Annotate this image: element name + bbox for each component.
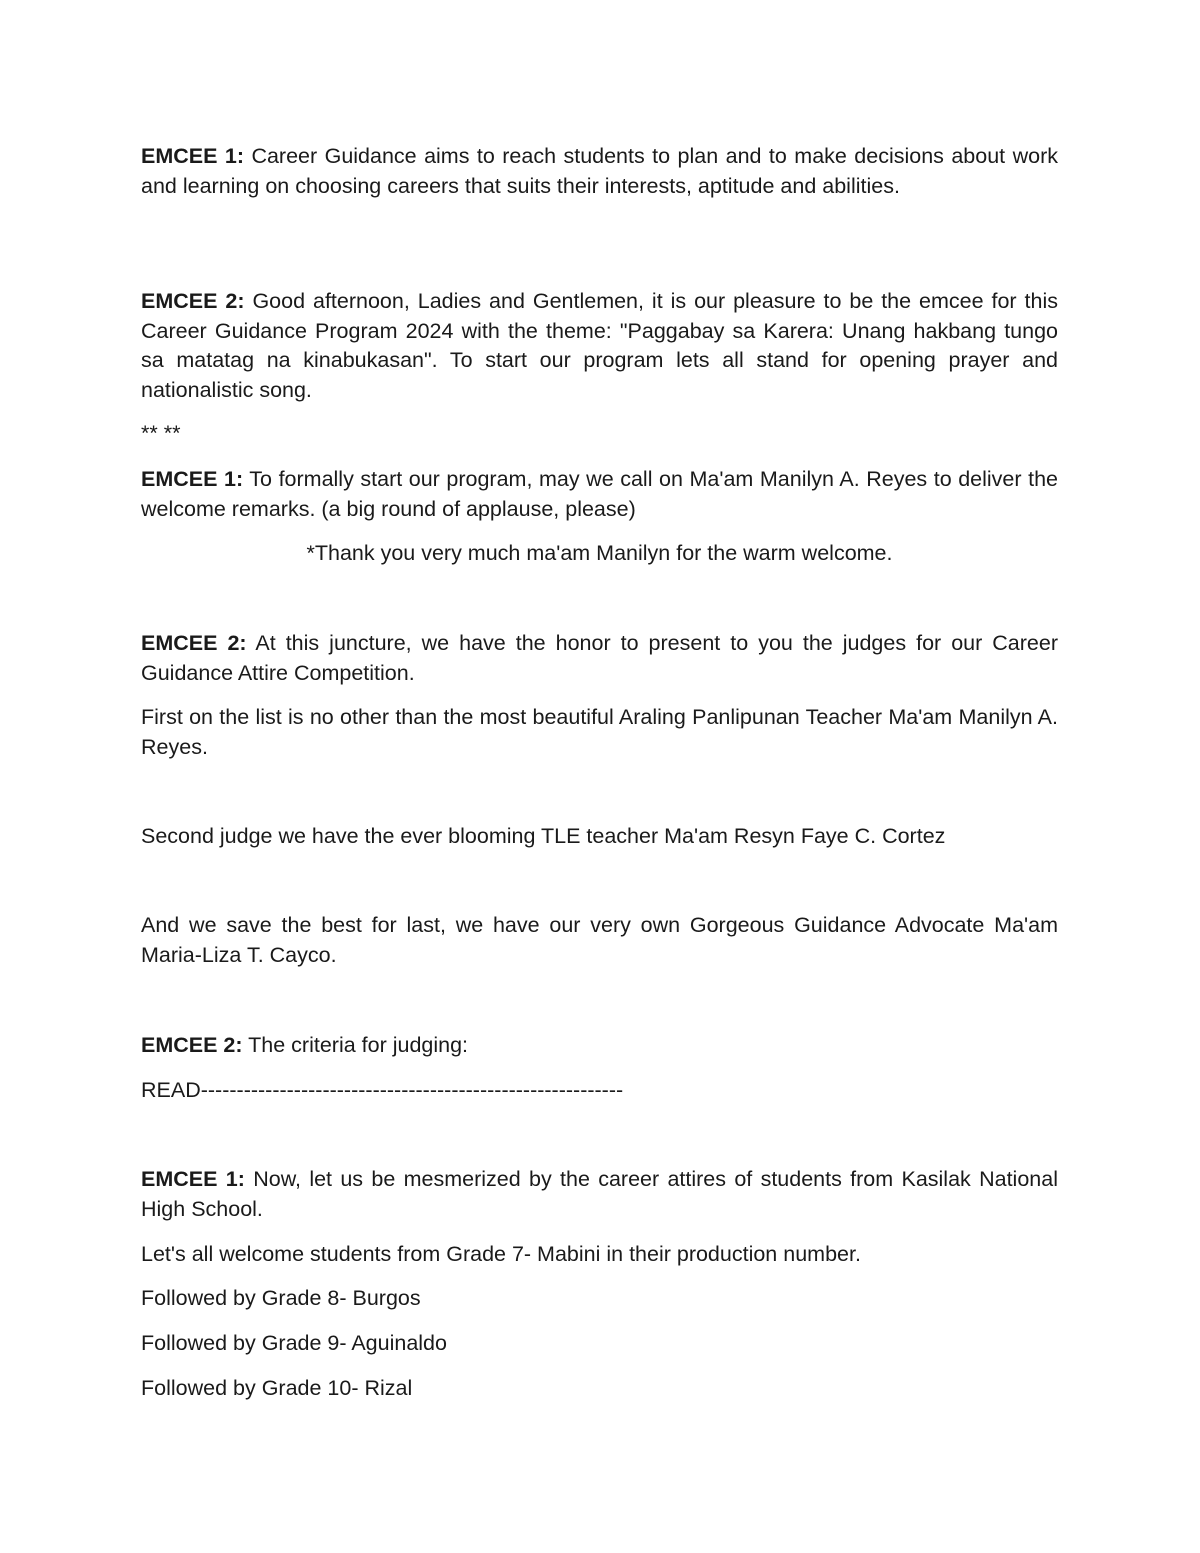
paragraph-emcee1-remarks — [141, 465, 1058, 524]
paragraph-grade10: Followed by Grade 10- Rizal — [141, 1376, 413, 1400]
paragraph-emcee2-welcome — [141, 287, 1058, 405]
paragraph-emcee2-judges — [141, 629, 1058, 688]
paragraph-text: To formally start our program, may we call on Ma'am Manilyn A. Reyes to deliver the welcome remarks. (a big round of applause, please) — [141, 467, 1058, 521]
paragraph-text: At this juncture, we have the honor to present to you the judges for our Career Guidance Attire Competition. — [141, 631, 1058, 685]
speaker-label: EMCEE 1: — [141, 467, 244, 491]
separator-text: ** ** — [141, 421, 181, 445]
paragraph-thank-you: *Thank you very much ma'am Manilyn for the warm welcome. — [306, 541, 893, 565]
speaker-label: EMCEE 2: — [141, 631, 247, 655]
paragraph-judge-second: Second judge we have the ever blooming TLE teacher Ma'am Resyn Faye C. Cortez — [141, 824, 946, 848]
speaker-label: EMCEE 2: — [141, 289, 245, 313]
paragraph-text: Now, let us be mesmerized by the career attires of students from Kasilak National High School. — [141, 1167, 1058, 1221]
paragraph-emcee1-intro — [141, 142, 1058, 201]
paragraph-grade8: Followed by Grade 8- Burgos — [141, 1286, 421, 1310]
speaker-label: EMCEE 1: — [141, 144, 245, 168]
paragraph-emcee2-criteria — [141, 1031, 1058, 1061]
paragraph-judge-first: First on the list is no other than the most beautiful Araling Panlipunan Teacher Ma'am Manilyn A. Reyes. — [141, 705, 1058, 759]
speaker-label: EMCEE 1: — [141, 1167, 245, 1191]
paragraph-read-line: READ----------------------------------------------------------- — [141, 1078, 624, 1102]
paragraph-grade9: Followed by Grade 9- Aguinaldo — [141, 1331, 447, 1355]
paragraph-grade7: Let's all welcome students from Grade 7- Mabini in their production number. — [141, 1242, 861, 1266]
paragraph-judge-third: And we save the best for last, we have our very own Gorgeous Guidance Advocate Ma'am Maria-Liza T. Cayco. — [141, 913, 1058, 967]
paragraph-text: The criteria for judging: — [242, 1033, 469, 1057]
speaker-label: EMCEE 2: — [141, 1033, 243, 1057]
paragraph-text: Career Guidance aims to reach students to plan and to make decisions about work and learning on choosing careers that suits their interests, aptitude and abilities. — [141, 144, 1058, 198]
paragraph-emcee1-attires — [141, 1165, 1058, 1224]
paragraph-text: Good afternoon, Ladies and Gentlemen, it is our pleasure to be the emcee for this Career Guidance Program 2024 with the theme: "Paggabay sa Karera: Unang hakbang tungo sa matatag na kinabukasan". To start our program lets all stand for opening prayer and nationalistic song. — [141, 289, 1058, 402]
